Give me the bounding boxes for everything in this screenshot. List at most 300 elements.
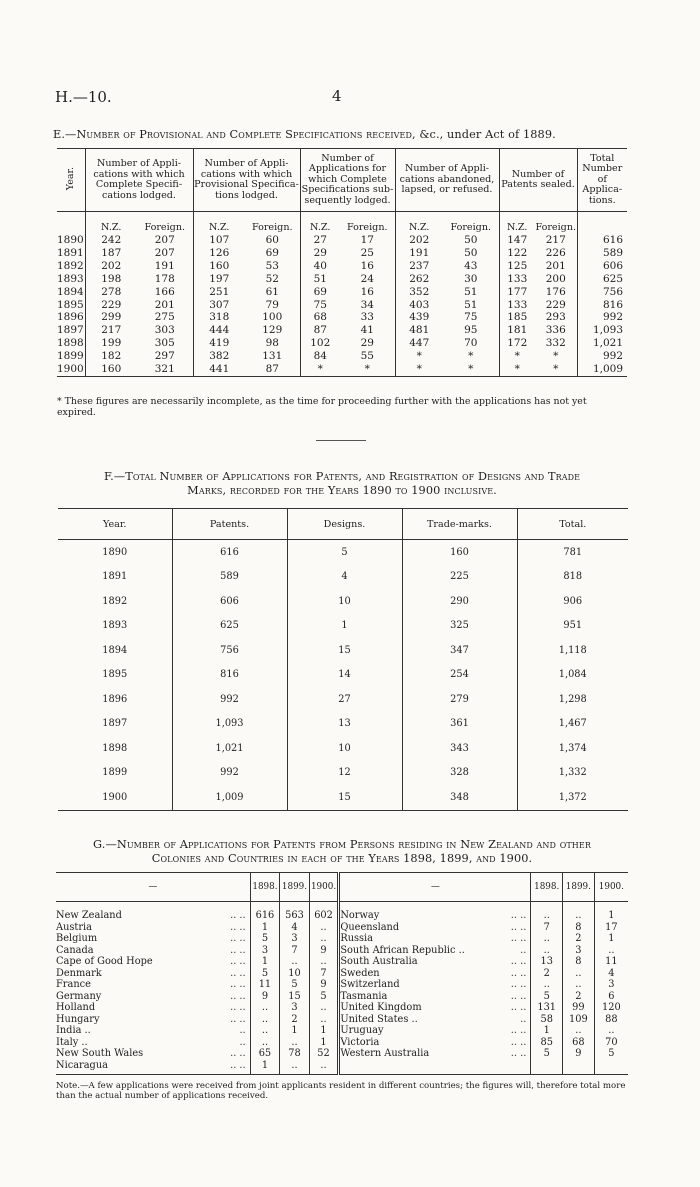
value-cell: 1	[594, 910, 628, 922]
g-header-1900: 1900.	[594, 873, 628, 902]
country-cell	[56, 1037, 250, 1049]
table-row	[56, 979, 628, 991]
value-cell: 318	[193, 311, 245, 324]
country-name: Nicaragua	[56, 1059, 108, 1071]
value-cell	[594, 1060, 628, 1075]
value-cell: 4	[280, 922, 310, 934]
sub-nz: N.Z.	[300, 212, 340, 235]
year-cell: 1893	[102, 620, 128, 632]
value-cell: 606	[577, 260, 627, 273]
country-name: Sweden	[340, 967, 380, 979]
value-cell: 606	[172, 589, 287, 614]
value-cell: 262	[395, 273, 443, 286]
leader-dots: .. ..	[230, 967, 246, 979]
table-row	[57, 234, 627, 247]
g-header-1899: 1899.	[280, 873, 310, 902]
value-cell: 13	[287, 712, 402, 737]
country-cell	[56, 956, 250, 968]
value-cell: *	[535, 363, 577, 376]
value-cell: 325	[402, 614, 517, 639]
value-cell: 5	[250, 968, 280, 980]
table-row	[58, 736, 628, 761]
value-cell: 166	[154, 285, 175, 298]
value-cell: 75	[464, 311, 478, 324]
section-f-title-line1: F.—Total Number of Applications for Patents, and Registration of Designs and Trade	[103, 470, 581, 483]
value-cell: 70	[594, 1037, 628, 1049]
value-cell: 10	[287, 736, 402, 761]
value-cell: 1,009	[172, 785, 287, 810]
year-cell: 1895	[102, 669, 128, 681]
value-cell: 616	[250, 910, 280, 922]
value-cell: 29	[360, 337, 374, 350]
value-cell: *	[395, 350, 443, 363]
value-cell: 50	[464, 246, 478, 259]
table-row	[57, 337, 627, 350]
value-cell: 348	[402, 785, 517, 810]
leader-dots: .. ..	[510, 1002, 527, 1013]
country-cell	[56, 933, 250, 945]
country-name: Austria	[56, 921, 93, 933]
value-cell: 303	[154, 324, 175, 337]
sub-foreign: Foreign.	[535, 221, 577, 233]
leader-dots: .. ..	[230, 956, 246, 967]
leader-dots: .. ..	[510, 979, 527, 990]
value-cell: 75	[300, 299, 340, 312]
table-row	[56, 1014, 628, 1026]
table-row	[57, 247, 627, 260]
year-cell: 1900	[57, 363, 84, 376]
country-name: Denmark	[56, 967, 102, 979]
section-f-title	[56, 470, 628, 498]
spacer-cell	[309, 902, 339, 911]
value-cell: 191	[395, 247, 443, 260]
spacer-cell	[339, 902, 531, 911]
value-cell: 27	[287, 687, 402, 712]
value-cell: 1,021	[172, 736, 287, 761]
year-cell: 1892	[102, 595, 128, 607]
value-cell: 191	[154, 259, 175, 272]
table-row	[57, 324, 627, 337]
leader-dots: .. ..	[510, 910, 527, 921]
value-cell: ..	[309, 1060, 339, 1075]
value-cell: 3	[594, 979, 628, 991]
value-cell: 336	[545, 324, 566, 337]
value-cell: 52	[309, 1048, 339, 1060]
value-cell: ..	[594, 1025, 628, 1037]
value-cell: 5	[309, 991, 339, 1003]
value-cell: 15	[287, 638, 402, 663]
col-year-header: Year.	[57, 149, 85, 212]
value-cell: 201	[154, 298, 175, 311]
value-cell: 68	[300, 311, 340, 324]
f-header-patents: Patents.	[172, 509, 287, 540]
value-cell: 7	[309, 968, 339, 980]
leader-dots: ..	[520, 1013, 527, 1025]
value-cell: 202	[85, 260, 137, 273]
f-header-designs: Designs.	[287, 509, 402, 540]
country-name: Uruguay	[340, 1025, 384, 1036]
value-cell: ..	[309, 922, 339, 934]
value-cell: 55	[360, 350, 374, 363]
year-cell: 1892	[57, 259, 84, 272]
leader-dots: .. ..	[230, 1059, 246, 1071]
table-row	[56, 1037, 628, 1049]
value-cell: 439	[395, 311, 443, 324]
country-cell	[339, 1025, 531, 1037]
year-cell: 1899	[57, 350, 84, 363]
value-cell: 625	[577, 273, 627, 286]
table-row	[58, 712, 628, 737]
value-cell: 69	[300, 286, 340, 299]
sub-foreign: Foreign.	[251, 221, 293, 233]
value-cell: 279	[402, 687, 517, 712]
value-cell: 1,118	[517, 638, 628, 663]
sub-foreign: Foreign.	[450, 221, 492, 233]
value-cell: 332	[545, 337, 566, 350]
value-cell: 13	[531, 956, 563, 968]
section-f-title-line2: Marks, recorded for the Years 1890 to 1900 inclusive.	[187, 484, 497, 497]
country-cell	[339, 1060, 531, 1075]
country-name: South African Republic ..	[340, 944, 465, 956]
value-cell: 217	[85, 324, 137, 337]
table-row	[56, 991, 628, 1003]
col-subsequent-header: Number of Applications for which Complete Specifications sub-sequently lodged.	[300, 149, 395, 212]
country-name: Tasmania	[340, 990, 388, 1002]
value-cell: 992	[577, 350, 627, 363]
country-cell	[56, 1014, 250, 1026]
table-row	[58, 663, 628, 688]
value-cell: 816	[172, 663, 287, 688]
value-cell: 5	[594, 1048, 628, 1060]
value-cell: 361	[402, 712, 517, 737]
separator-dash	[316, 440, 366, 441]
value-cell: 447	[395, 337, 443, 350]
value-cell: 1	[309, 1037, 339, 1049]
year-cell: 1900	[58, 785, 172, 810]
value-cell: 33	[360, 311, 374, 324]
value-cell: 176	[545, 285, 566, 298]
value-cell: ..	[309, 956, 339, 968]
value-cell: 1,084	[517, 663, 628, 688]
value-cell: 563	[280, 910, 310, 922]
country-name: Hungary	[56, 1013, 100, 1025]
f-header-total: Total.	[517, 509, 628, 540]
value-cell: 207	[154, 234, 175, 246]
value-cell: 202	[395, 234, 443, 247]
table-row	[56, 956, 628, 968]
value-cell: *	[468, 350, 474, 363]
value-cell: 9	[309, 945, 339, 957]
section-e-title-main: Number of Provisional and Complete Specifications received,	[76, 128, 416, 141]
value-cell: 616	[172, 540, 287, 565]
leader-dots: .. ..	[230, 921, 246, 933]
country-name: Germany	[56, 990, 102, 1002]
value-cell: 5	[287, 540, 402, 565]
value-cell: 229	[545, 298, 566, 311]
g-header-1898: 1898.	[531, 873, 563, 902]
value-cell: 16	[360, 259, 374, 272]
value-cell: 177	[499, 286, 535, 299]
value-cell: 816	[577, 299, 627, 312]
leader-dots: .. ..	[230, 910, 246, 921]
country-name: Switzerland	[340, 979, 400, 990]
value-cell: 1,372	[517, 785, 628, 810]
spacer-cell	[280, 902, 310, 911]
table-row	[58, 614, 628, 639]
f-header-year: Year.	[58, 509, 172, 540]
value-cell: ..	[531, 910, 563, 922]
value-cell: ..	[280, 1060, 310, 1075]
value-cell: 197	[193, 273, 245, 286]
leader-dots: .. ..	[510, 1036, 527, 1048]
value-cell: 1	[594, 933, 628, 945]
value-cell: ..	[309, 1002, 339, 1014]
value-cell: 254	[402, 663, 517, 688]
value-cell: 207	[154, 246, 175, 259]
leader-dots: .. ..	[230, 990, 246, 1002]
country-name: United States ..	[340, 1013, 418, 1025]
year-cell: 1898	[102, 742, 128, 754]
value-cell	[563, 1060, 595, 1075]
value-cell: 126	[193, 247, 245, 260]
value-cell: *	[553, 350, 559, 363]
value-cell: 2	[280, 1014, 310, 1026]
country-cell	[339, 1048, 531, 1060]
value-cell: 78	[280, 1048, 310, 1060]
country-name: Holland	[56, 1002, 96, 1013]
country-name: Western Australia	[340, 1048, 430, 1059]
value-cell: 41	[360, 324, 374, 337]
value-cell: 1	[250, 1060, 280, 1075]
value-cell: 172	[499, 337, 535, 350]
value-cell: 11	[594, 956, 628, 968]
value-cell: 347	[402, 638, 517, 663]
leader-dots: .. ..	[230, 944, 246, 956]
value-cell: 129	[262, 324, 283, 337]
sub-foreign: Foreign.	[346, 221, 388, 233]
value-cell: 79	[265, 298, 279, 311]
value-cell: 133	[499, 273, 535, 286]
col-provisional-header: Number of Appli-cations with which Provisional Specifica-tions lodged.	[193, 149, 300, 212]
value-cell: 278	[85, 286, 137, 299]
value-cell: 5	[531, 991, 563, 1003]
spacer-cell	[563, 902, 595, 911]
value-cell: ..	[563, 1025, 595, 1037]
value-cell: 2	[531, 968, 563, 980]
value-cell: 200	[545, 272, 566, 285]
value-cell: 52	[265, 272, 279, 285]
value-cell: 1,009	[577, 363, 627, 376]
section-e-title	[53, 128, 556, 141]
value-cell: 299	[85, 311, 137, 324]
value-cell: 133	[499, 299, 535, 312]
value-cell: 160	[193, 260, 245, 273]
section-e-title-suffix: &c., under Act of 1889.	[415, 128, 556, 141]
value-cell: 147	[499, 234, 535, 247]
table-row	[57, 273, 627, 286]
country-cell	[56, 910, 250, 922]
value-cell: 1	[287, 614, 402, 639]
value-cell: 85	[531, 1037, 563, 1049]
value-cell: 9	[563, 1048, 595, 1060]
value-cell: 444	[193, 324, 245, 337]
country-cell	[339, 1002, 531, 1014]
value-cell: 3	[280, 933, 310, 945]
value-cell: 328	[402, 761, 517, 786]
value-cell: 60	[265, 234, 279, 246]
year-cell: 1890	[57, 234, 84, 246]
table-row	[57, 350, 627, 363]
value-cell: 1,093	[172, 712, 287, 737]
value-cell: 14	[287, 663, 402, 688]
value-cell: 951	[517, 614, 628, 639]
value-cell: 182	[85, 350, 137, 363]
country-cell	[56, 1060, 250, 1075]
value-cell: 40	[300, 260, 340, 273]
leader-dots: ..	[239, 1025, 246, 1036]
value-cell: 17	[594, 922, 628, 934]
country-cell	[56, 979, 250, 991]
value-cell: 29	[300, 247, 340, 260]
leader-dots: .. ..	[230, 979, 246, 990]
country-cell	[339, 922, 531, 934]
country-name: South Australia	[340, 956, 418, 967]
value-cell: 1	[280, 1025, 310, 1037]
value-cell: 1,093	[577, 324, 627, 337]
table-row	[57, 363, 627, 376]
country-name: Canada	[56, 944, 94, 956]
value-cell: 589	[577, 247, 627, 260]
year-cell: 1899	[102, 767, 128, 779]
table-row	[56, 945, 628, 957]
value-cell: 11	[250, 979, 280, 991]
country-cell	[56, 945, 250, 957]
value-cell: 589	[172, 565, 287, 590]
table-row	[58, 589, 628, 614]
value-cell: 65	[250, 1048, 280, 1060]
value-cell: 225	[402, 565, 517, 590]
value-cell: 88	[594, 1014, 628, 1026]
value-cell: 616	[577, 234, 627, 247]
value-cell: 307	[193, 299, 245, 312]
value-cell: 100	[262, 311, 283, 324]
value-cell: 756	[172, 638, 287, 663]
value-cell: 382	[193, 350, 245, 363]
value-cell: 321	[137, 363, 193, 376]
country-cell	[56, 1025, 250, 1037]
value-cell: 87	[245, 363, 300, 376]
value-cell: ..	[594, 945, 628, 957]
section-e-footnote: * These figures are necessarily incomplete, as the time for proceeding further with the applications has not yet expired.	[57, 396, 587, 418]
value-cell: 25	[360, 246, 374, 259]
country-cell	[339, 1014, 531, 1026]
sub-nz: N.Z.	[499, 212, 535, 235]
table-row	[56, 1025, 628, 1037]
value-cell: *	[395, 363, 443, 376]
table-row	[58, 761, 628, 786]
table-e	[57, 148, 627, 377]
year-cell: 1891	[102, 571, 128, 583]
leader-dots: .. ..	[510, 1048, 527, 1059]
value-cell: ..	[250, 1025, 280, 1037]
year-cell: 1890	[102, 546, 128, 558]
value-cell: 15	[280, 991, 310, 1003]
value-cell: 8	[563, 956, 595, 968]
value-cell: 1,467	[517, 712, 628, 737]
value-cell: 818	[517, 565, 628, 590]
value-cell: ..	[250, 1014, 280, 1026]
table-row	[58, 540, 628, 565]
value-cell: *	[499, 350, 535, 363]
value-cell: 1,374	[517, 736, 628, 761]
sub-nz: N.Z.	[85, 212, 137, 235]
year-cell: 1896	[102, 693, 128, 705]
value-cell: 625	[172, 614, 287, 639]
value-cell: 181	[499, 324, 535, 337]
value-cell: 27	[300, 234, 340, 247]
value-cell: 7	[531, 922, 563, 934]
value-cell: 187	[85, 247, 137, 260]
leader-dots: .. ..	[510, 1025, 527, 1036]
value-cell: 43	[464, 259, 478, 272]
leader-dots: .. ..	[510, 956, 527, 967]
value-cell: 12	[287, 761, 402, 786]
country-name: Queensland	[340, 921, 400, 933]
country-name: Belgium	[56, 933, 98, 944]
table-f	[58, 508, 628, 811]
value-cell: 1	[531, 1025, 563, 1037]
country-name: Cape of Good Hope	[56, 956, 153, 967]
year-cell: 1896	[57, 311, 84, 324]
value-cell: 251	[193, 286, 245, 299]
col-complete-header: Number of Appli-cations with which Complete Specifi-cations lodged.	[85, 149, 193, 212]
value-cell: *	[443, 363, 499, 376]
value-cell: 781	[517, 540, 628, 565]
value-cell: 226	[545, 246, 566, 259]
year-cell: 1897	[57, 324, 84, 337]
country-cell	[339, 910, 531, 922]
section-g-note: Note.—A few applications were received from joint applicants resident in different countries; the figures will, therefore total more than the actual number of applications received.	[56, 1081, 626, 1101]
value-cell: ..	[309, 933, 339, 945]
value-cell: ..	[250, 1037, 280, 1049]
value-cell: 7	[280, 945, 310, 957]
country-name: Victoria	[340, 1036, 380, 1048]
leader-dots: .. ..	[510, 967, 527, 979]
section-e-title-prefix: E.—	[53, 128, 77, 141]
value-cell: 102	[300, 337, 340, 350]
leader-dots: ..	[520, 944, 527, 956]
value-cell: 122	[499, 247, 535, 260]
value-cell: 69	[265, 246, 279, 259]
value-cell: 87	[300, 324, 340, 337]
table-row	[58, 565, 628, 590]
leader-dots: .. ..	[230, 1048, 246, 1059]
country-cell	[339, 979, 531, 991]
value-cell: ..	[280, 1037, 310, 1049]
value-cell: 275	[154, 311, 175, 324]
table-row	[56, 1060, 628, 1075]
leader-dots: .. ..	[510, 933, 527, 944]
year-cell: 1895	[57, 298, 84, 311]
value-cell: 95	[464, 324, 478, 337]
value-cell: 1,332	[517, 761, 628, 786]
value-cell: 198	[85, 273, 137, 286]
spacer-cell	[56, 902, 250, 911]
value-cell: 2	[563, 933, 595, 945]
value-cell: 441	[193, 363, 245, 376]
section-g-title-line1: G.—Number of Applications for Patents from Persons residing in New Zealand and other	[93, 838, 591, 851]
value-cell: 30	[464, 272, 478, 285]
